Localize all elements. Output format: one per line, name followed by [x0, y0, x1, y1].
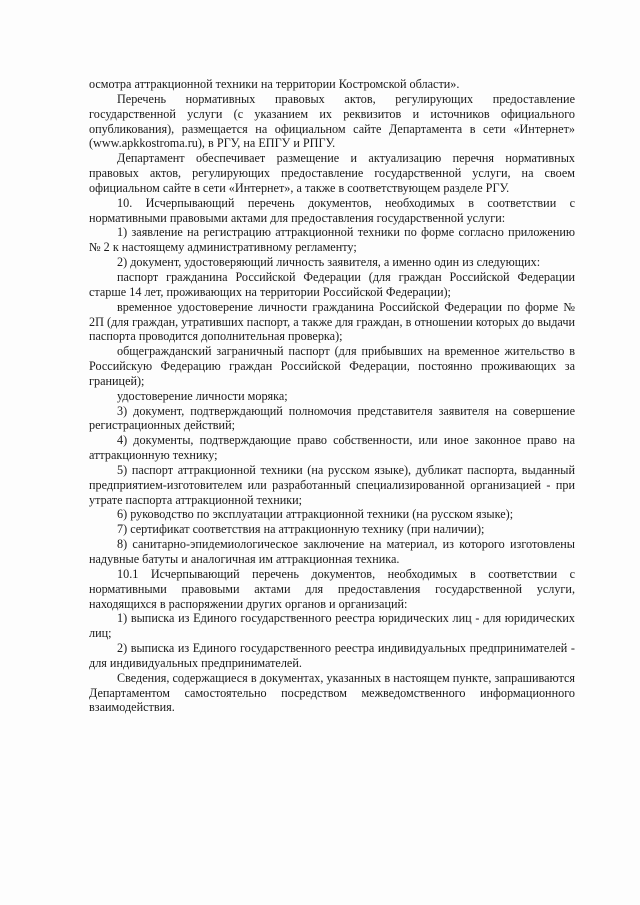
paragraph-interagency-request: Сведения, содержащиеся в документах, указанных в настоящем пункте, запрашиваются Департаментом самостоятельно посредством межведомственного информационного взаимодействия.	[89, 670, 575, 715]
paragraph-item-10: 10. Исчерпывающий перечень документов, необходимых в соответствии с нормативными правовыми актами для предоставления государственной услуги:	[89, 195, 575, 225]
list-item-10-2: 2) документ, удостоверяющий личность заявителя, а именно один из следующих:	[117, 255, 541, 270]
paragraph-department-updates: Департамент обеспечивает размещение и актуализацию перечня нормативных правовых актов, регулирующих предоставление государственной услуги, на своем официальном сайте в сети «Интернет», а также в соответствующем разделе РГУ.	[89, 151, 575, 195]
paragraph-item-10-1: 10.1 Исчерпывающий перечень документов, необходимых в соответствии с нормативными правовыми актами для предоставления государственной услуги, находящихся в распоряжении других органов и организаций:	[89, 566, 575, 611]
paragraph-npa-list-placement: Перечень нормативных правовых актов, регулирующих предоставление государственной услуги (с указанием их реквизитов и источников официального опубликования), размещается на официальном сайте Департамента в сети «Интернет» (www.apkkostroma.ru), в РГУ, на ЕПГУ и РПГУ.	[89, 91, 575, 151]
list-item-10-7: 7) сертификат соответствия на аттракционную технику (при наличии);	[117, 522, 485, 537]
list-item-10-4: 4) документы, подтверждающие право собственности, или иное законное право на аттракционную технику;	[89, 433, 575, 463]
list-item-10-1-2: 2) выписка из Единого государственного реестра индивидуальных предпринимателей - для индивидуальных предпринимателей.	[89, 641, 575, 670]
sub-item-passport: паспорт гражданина Российской Федерации (для граждан Российской Федерации старше 14 лет, проживающих на территории Российской Федерации);	[89, 269, 575, 299]
sub-item-temporary-id: временное удостоверение личности гражданина Российской Федерации по форме № 2П (для граждан, утративших паспорт, а также для граждан, в отношении которых до выдачи паспорта проводится дополнительная проверка);	[89, 299, 575, 344]
list-item-10-1: 1) заявление на регистрацию аттракционной техники по форме согласно приложению № 2 к настоящему административному регламенту;	[89, 225, 575, 255]
list-item-10-1-1: 1) выписка из Единого государственного реестра юридических лиц - для юридических лиц;	[89, 611, 575, 641]
list-item-10-8: 8) санитарно-эпидемиологическое заключение на материал, из которого изготовлены надувные батуты и аналогичная им аттракционная техника.	[89, 537, 575, 566]
list-item-10-3: 3) документ, подтверждающий полномочия представителя заявителя на совершение регистрационных действий;	[89, 403, 575, 433]
document-body	[89, 77, 575, 715]
paragraph-continuation: осмотра аттракционной техники на территории Костромской области».	[89, 77, 460, 91]
sub-item-seaman-id: удостоверение личности моряка;	[117, 388, 288, 403]
list-item-10-6: 6) руководство по эксплуатации аттракционной техники (на русском языке);	[117, 507, 514, 522]
list-item-10-5: 5) паспорт аттракционной техники (на русском языке), дубликат паспорта, выданный предприятием-изготовителем или разработанный специализированной организацией - при утрате паспорта аттракционной техники;	[89, 462, 575, 507]
sub-item-foreign-passport: общегражданский заграничный паспорт (для прибывших на временное жительство в Российскую Федерацию граждан Российской Федерации, постоянно проживающих за границей);	[89, 344, 575, 388]
